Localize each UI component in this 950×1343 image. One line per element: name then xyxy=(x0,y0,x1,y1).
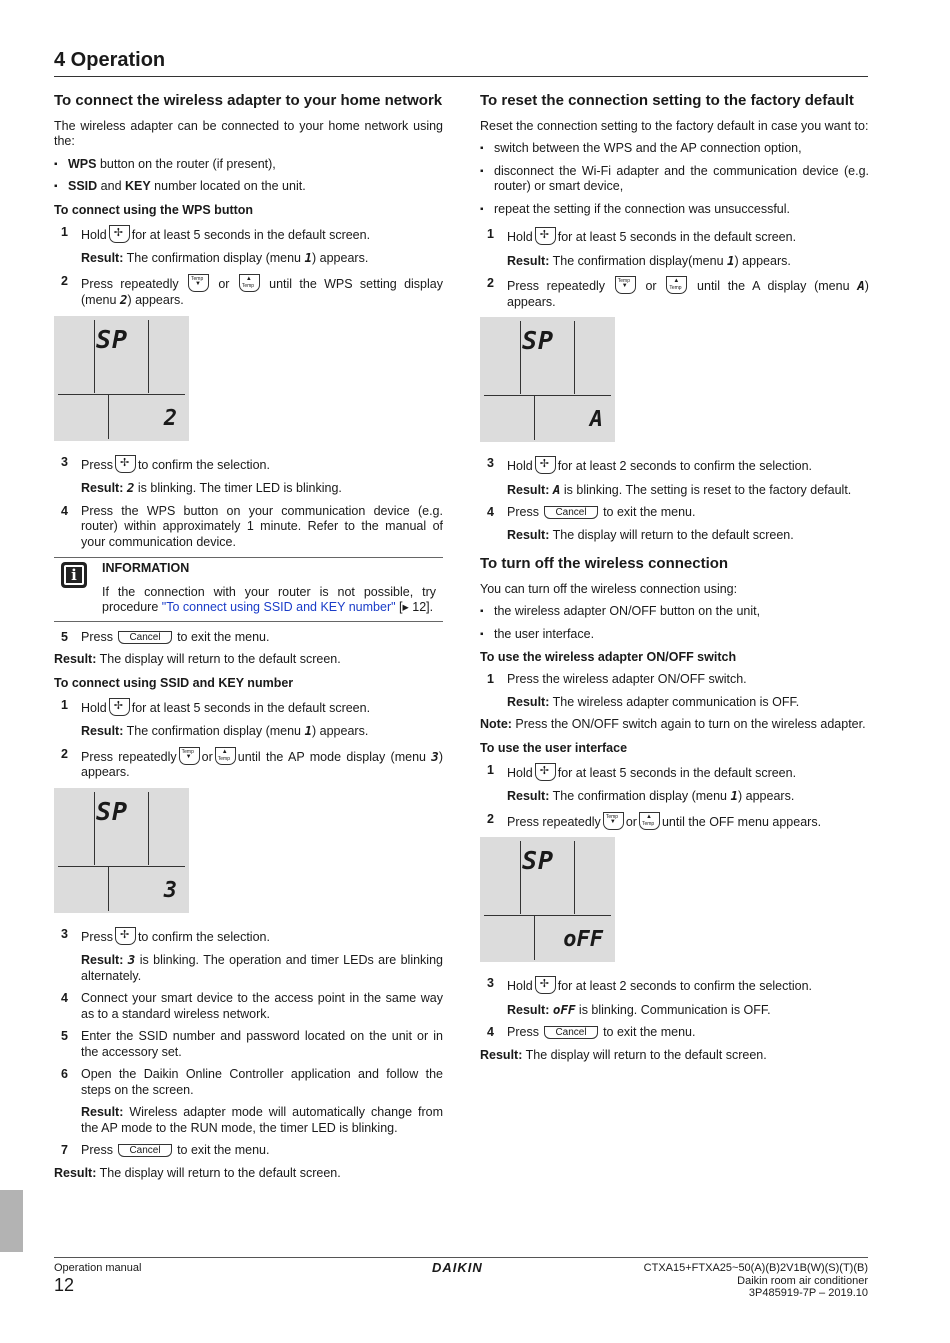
step-result: Result: Wireless adapter mode will automatically change from the AP mode to the RUN mode, the timer LED is blinking. xyxy=(81,1105,443,1135)
section-title-turn-off: To turn off the wireless connection xyxy=(480,555,729,572)
step: 3 Hold✢ for at least 2 seconds to confirm the selection. xyxy=(480,976,869,995)
list-item: ▪ the wireless adapter ON/OFF button on the unit, xyxy=(480,604,869,620)
temp-up-button-icon xyxy=(639,812,660,830)
lcd-display xyxy=(54,316,189,441)
footer-product: Daikin room air conditioner xyxy=(737,1274,868,1287)
step: 2 Press repeatedlyTemp ▼ orTemp ▲ until the AP mode display (menu 3) appears. xyxy=(54,747,443,781)
step-result: Result: The wireless adapter communication is OFF. xyxy=(507,694,800,709)
step-result: Result: The confirmation display (menu 1) appears. xyxy=(507,788,795,803)
left-column xyxy=(54,92,443,1188)
fan-button-icon xyxy=(535,976,556,994)
step: 4 Connect your smart device to the access point in the same way as to a standard wireless network. xyxy=(61,991,443,1021)
step: 1 Hold✢ for at least 5 seconds in the default screen. xyxy=(480,763,869,782)
footer-manual-label: Operation manual xyxy=(54,1262,142,1274)
display-sp-text: SP xyxy=(96,796,129,826)
information-icon: i xyxy=(61,562,87,588)
step-result: Result: The display will return to the default screen. xyxy=(507,527,794,542)
cancel-button-icon: Cancel xyxy=(544,1026,597,1039)
fan-button-icon xyxy=(535,763,556,781)
fan-button-icon xyxy=(535,227,556,245)
step: 1 Hold✢ for at least 5 seconds in the default screen. xyxy=(54,225,443,244)
step-result: Result: The display will return to the default screen. xyxy=(54,1165,341,1180)
footer-doc-number: 3P485919-7P – 2019.10 xyxy=(748,1287,868,1299)
information-title: INFORMATION xyxy=(102,561,190,575)
step-result: Result: The confirmation display (menu 1) appears. xyxy=(81,723,369,738)
fan-button-icon xyxy=(535,456,556,474)
connect-intro: The wireless adapter can be connected to your home network using the: xyxy=(54,118,443,148)
information-text: If the connection with your router is not possible, try procedure "To connect using SSID and KEY number" [▸ 12]. xyxy=(102,584,436,614)
subheading-wps: To connect using the WPS button xyxy=(54,202,254,217)
cancel-button-icon: Cancel xyxy=(544,506,597,519)
step: 4 Press the WPS button on your communication device (e.g. router) within approximately 1 minute. Refer to the manual of your communication device. xyxy=(61,503,443,549)
footer-model: CTXA15+FTXA25~50(A)(B)2V1B(W)(S)(T)(B) xyxy=(643,1262,868,1274)
subheading-switch: To use the wireless adapter ON/OFF switch xyxy=(480,650,737,664)
temp-up-button-icon xyxy=(239,274,260,292)
step: 1 Hold✢ for at least 5 seconds in the default screen. xyxy=(480,227,869,246)
step: 5 Press Cancel to exit the menu. xyxy=(61,629,270,644)
step-result: Result: 2 is blinking. The timer LED is blinking. xyxy=(81,480,342,495)
step-result: Result: oFF is blinking. Communication is OFF. xyxy=(507,1001,771,1017)
fan-button-icon xyxy=(109,225,130,243)
temp-up-button-icon xyxy=(215,747,236,765)
list-item: ▪ disconnect the Wi-Fi adapter and the communication device (e.g. router) or smart device, xyxy=(480,164,869,195)
note: Note: Press the ON/OFF switch again to turn on the wireless adapter. xyxy=(480,717,866,731)
step: 1 Press the wireless adapter ON/OFF switch. xyxy=(487,672,747,686)
header-rule xyxy=(54,76,868,77)
page-number: 12 xyxy=(54,1275,75,1295)
step-result: Result: 3 is blinking. The operation and timer LEDs are blinking alternately. xyxy=(81,952,443,983)
step-result: Result: The confirmation display (menu 1) appears. xyxy=(81,250,369,265)
fan-button-icon xyxy=(115,455,136,473)
temp-down-button-icon xyxy=(615,276,636,294)
procedure-link[interactable]: "To connect using SSID and KEY number" xyxy=(161,600,396,614)
fan-button-icon xyxy=(109,698,130,716)
step: 3 Press✢ to confirm the selection. xyxy=(54,455,443,474)
step: 3 Hold✢ for at least 2 seconds to confirm the selection. xyxy=(480,456,869,475)
information-box xyxy=(54,557,443,622)
chapter-title: 4 Operation xyxy=(54,49,166,71)
daikin-logo: DAIKIN xyxy=(432,1260,483,1275)
lcd-display xyxy=(480,317,615,442)
step-result: Result: The display will return to the default screen. xyxy=(54,652,341,666)
step: 5 Enter the SSID number and password located on the unit or in the accessory set. xyxy=(61,1029,443,1059)
temp-down-button-icon xyxy=(188,274,209,292)
temp-down-button-icon xyxy=(179,747,200,765)
right-column xyxy=(480,92,869,1070)
step-result: Result: The confirmation display(menu 1) appears. xyxy=(507,252,791,268)
display-value: 2 xyxy=(163,405,177,431)
footer-model-info xyxy=(644,1262,868,1300)
subheading-ssid: To connect using SSID and KEY number xyxy=(54,675,294,690)
step: 2 Press repeatedly Temp ▼ or Temp ▲ until the A display (menu A) appears. xyxy=(480,276,869,310)
temp-down-button-icon xyxy=(603,812,624,830)
step: 6 Open the Daikin Online Controller application and follow the steps on the screen. xyxy=(61,1067,443,1097)
list-item: ▪ repeat the setting if the connection was unsuccessful. xyxy=(480,202,869,218)
step-result: Result: The display will return to the default screen. xyxy=(480,1047,767,1062)
display-value: oFF xyxy=(563,927,603,952)
cancel-button-icon: Cancel xyxy=(118,631,171,644)
chapter-tab xyxy=(0,1190,23,1252)
step: 2 Press repeatedlyTemp ▼ orTemp ▲ until the OFF menu appears. xyxy=(480,812,869,831)
footer-rule xyxy=(54,1257,868,1258)
section-title-connect: To connect the wireless adapter to your home network xyxy=(54,92,443,109)
temp-up-button-icon xyxy=(666,276,687,294)
display-sp-text: SP xyxy=(96,324,129,354)
step: 2 Press repeatedly Temp ▼ or Temp ▲ until the WPS setting display (menu 2) appears. xyxy=(54,274,443,309)
lcd-display xyxy=(480,837,615,962)
display-value: 3 xyxy=(163,877,177,903)
subheading-user-interface: To use the user interface xyxy=(480,740,628,755)
fan-button-icon xyxy=(115,927,136,945)
display-value: A xyxy=(589,407,603,432)
list-item: ▪ WPS button on the router (if present), xyxy=(54,157,443,173)
lcd-display xyxy=(54,788,189,913)
step: 1 Hold✢ for at least 5 seconds in the default screen. xyxy=(54,698,443,717)
step-result: Result: A is blinking. The setting is reset to the factory default. xyxy=(507,481,852,497)
list-item: ▪ switch between the WPS and the AP connection option, xyxy=(480,141,869,157)
step: 4 Press Cancel to exit the menu. xyxy=(487,1025,696,1039)
cancel-button-icon: Cancel xyxy=(118,1144,171,1157)
list-item: ▪ SSID and KEY number located on the unit. xyxy=(54,179,443,195)
display-sp-text: SP xyxy=(522,326,555,355)
section-title-reset: To reset the connection setting to the factory default xyxy=(480,92,854,109)
step: 4 Press Cancel to exit the menu. xyxy=(487,505,696,519)
display-sp-text: SP xyxy=(522,846,555,875)
step: 3 Press✢ to confirm the selection. xyxy=(54,927,443,946)
list-item: ▪ the user interface. xyxy=(480,627,869,643)
reset-intro: Reset the connection setting to the factory default in case you want to: xyxy=(480,118,869,133)
step: 7 Press Cancel to exit the menu. xyxy=(61,1143,270,1157)
turn-off-intro: You can turn off the wireless connection using: xyxy=(480,581,738,596)
